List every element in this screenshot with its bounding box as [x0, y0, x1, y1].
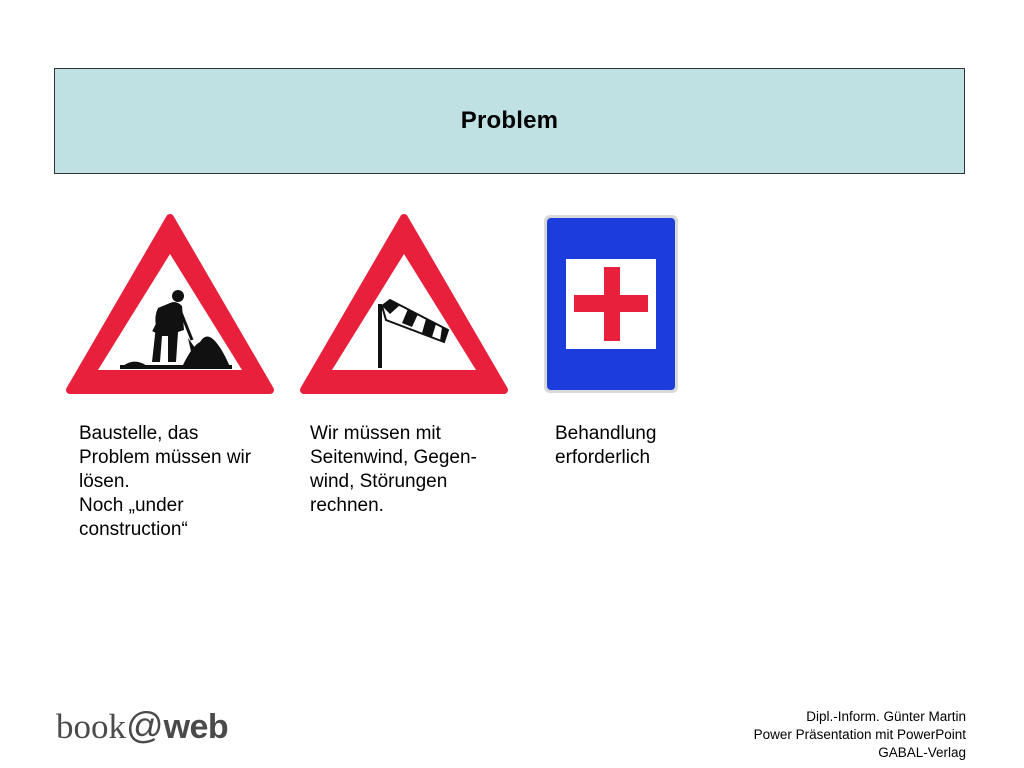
footer-author: Dipl.-Inform. Günter Martin: [806, 709, 966, 724]
crosswind-warning-sign-icon: [298, 212, 510, 396]
footer-book-title: Power Präsentation mit PowerPoint: [753, 727, 966, 742]
logo-part-book: book: [56, 707, 126, 746]
first-aid-sign-icon: [543, 214, 679, 394]
footer-publisher: GABAL-Verlag: [878, 745, 966, 760]
caption-crosswind: Wir müssen mit Seitenwind, Gegen- wind, Störungen rechnen.: [310, 423, 477, 516]
logo-part-web: web: [163, 708, 229, 746]
logo-part-at: @: [126, 705, 164, 746]
roadworks-warning-sign-icon: [64, 212, 276, 396]
caption-first-aid: Behandlung erforderlich: [555, 423, 657, 468]
title-banner: [54, 68, 965, 174]
caption-roadworks: Baustelle, das Problem müssen wir lösen. Noch „under construction“: [79, 423, 252, 540]
slide-title: Problem: [460, 107, 559, 134]
footer-credits: [754, 708, 966, 762]
bookweb-logo: [56, 705, 228, 745]
